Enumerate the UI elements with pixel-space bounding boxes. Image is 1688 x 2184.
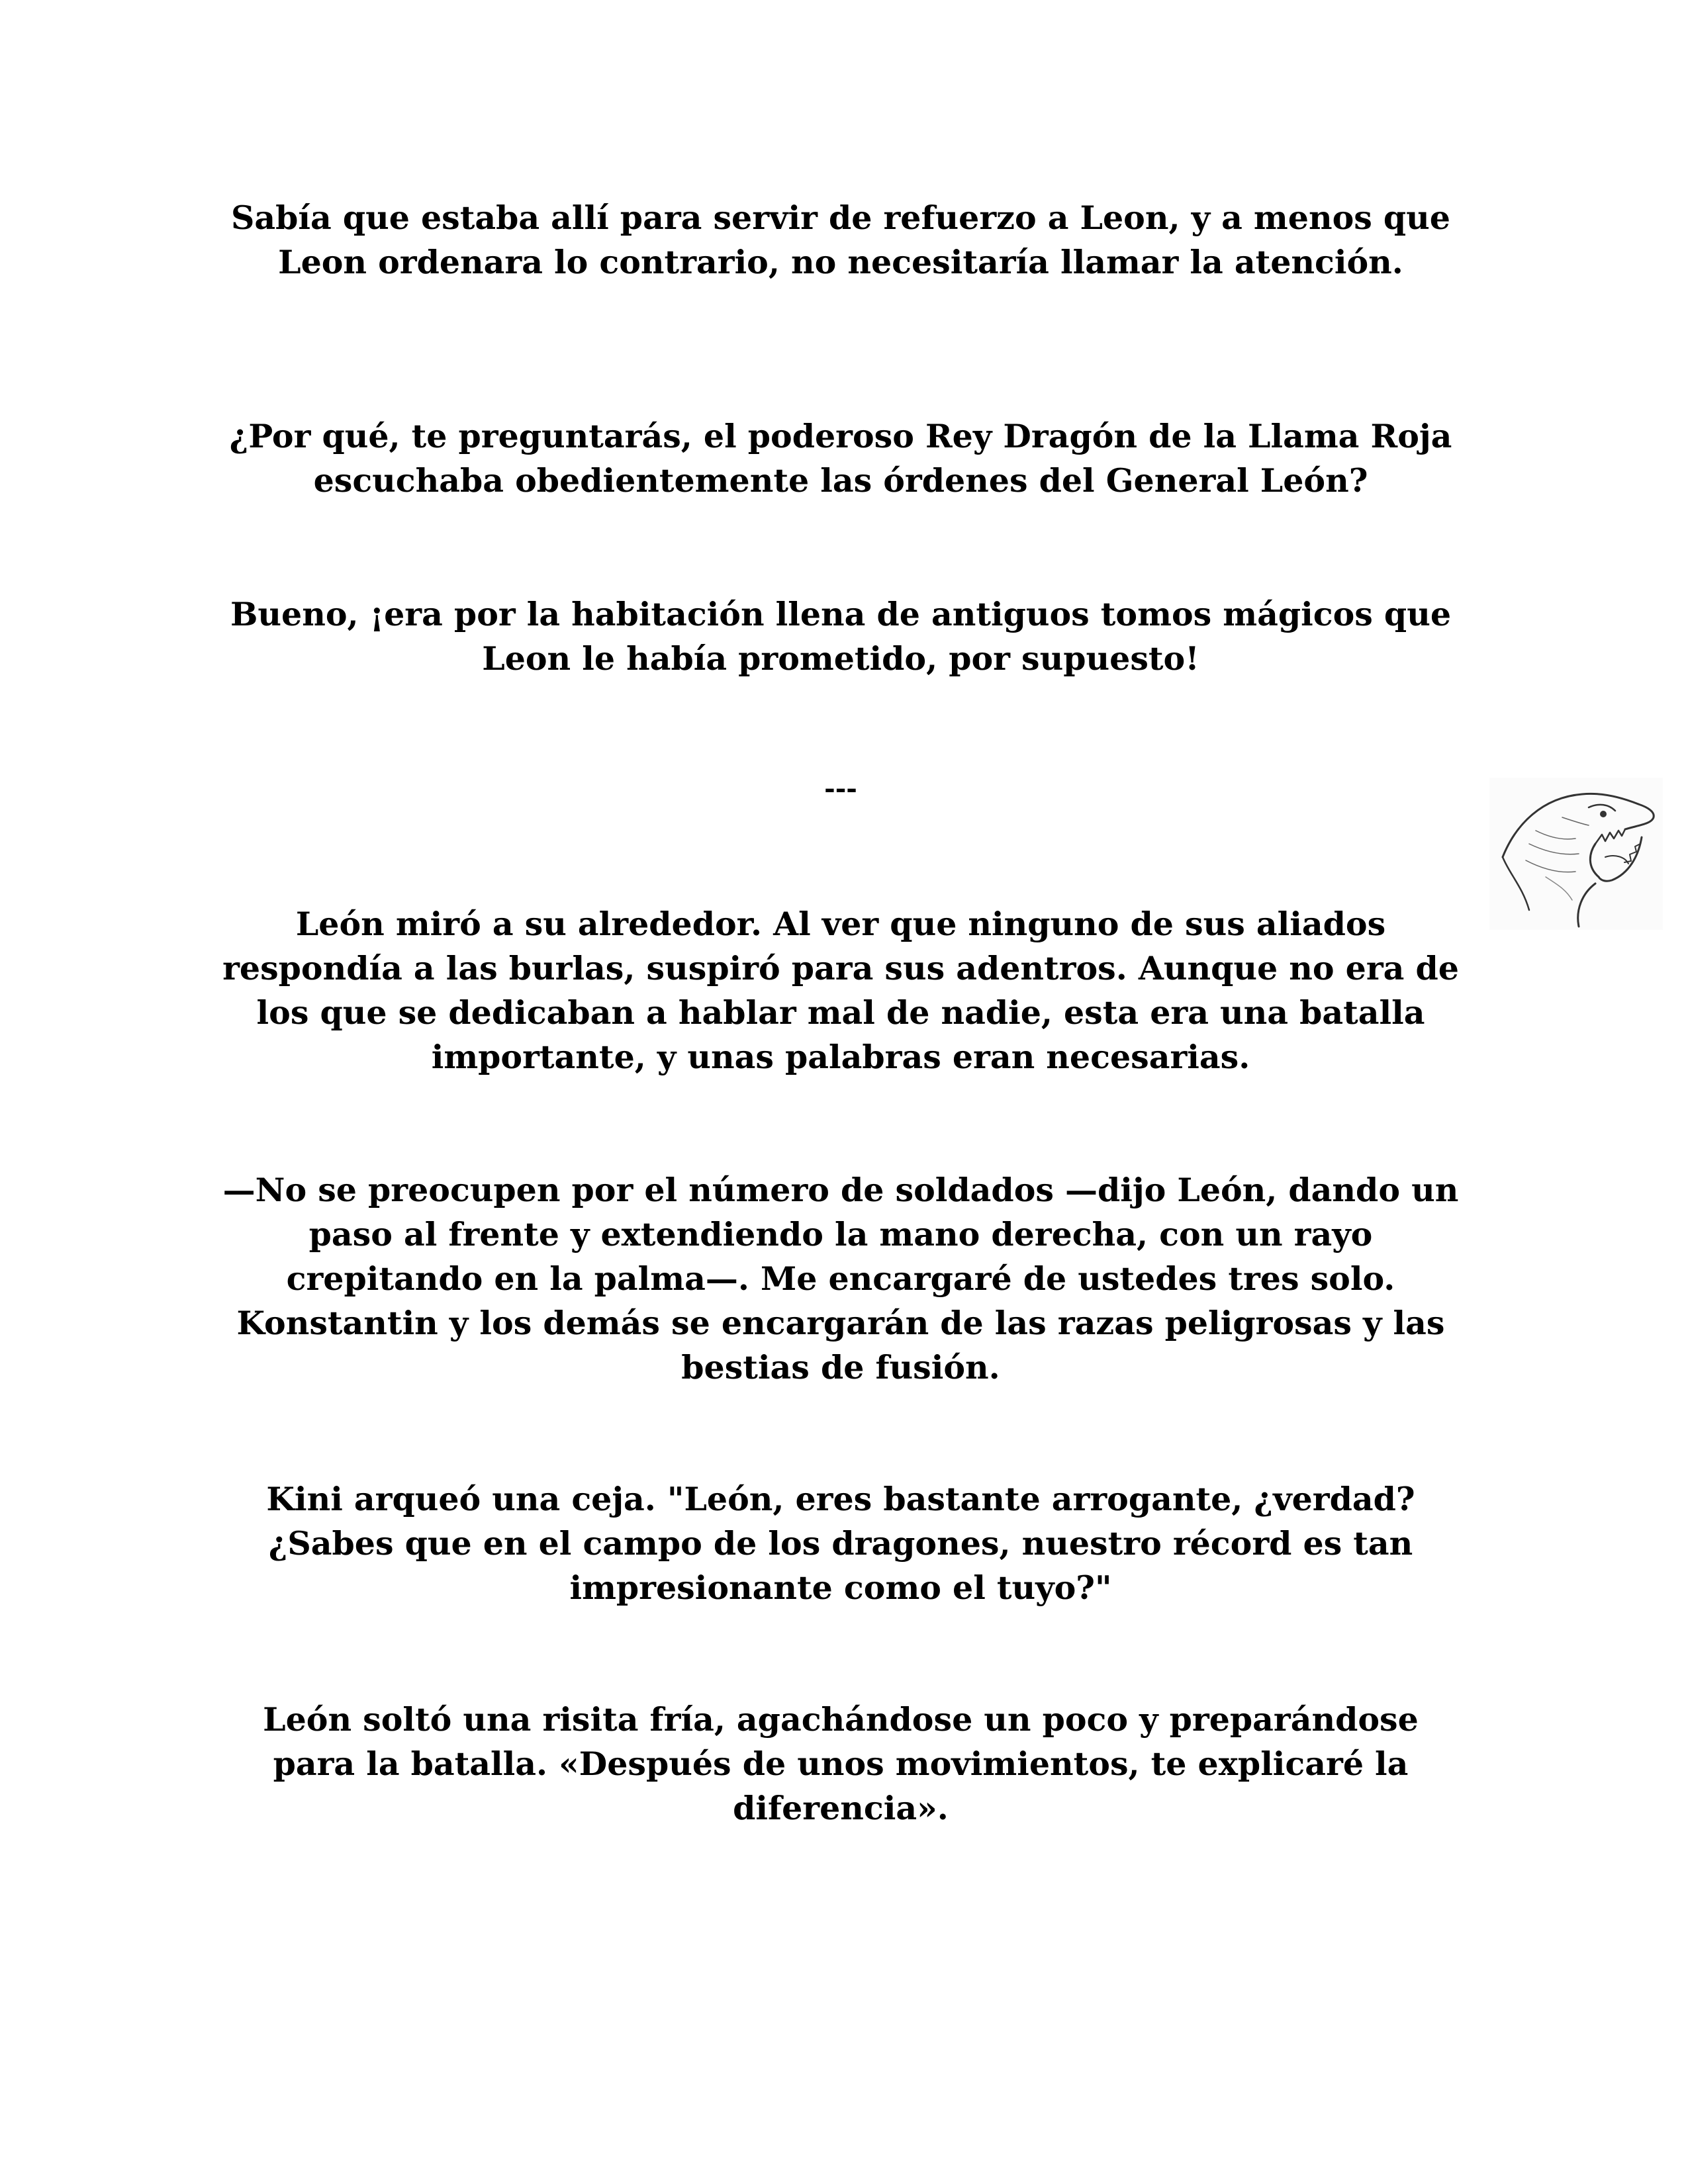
paragraph-2: ¿Por qué, te preguntarás, el poderoso Rey Dragón de la Llama Roja escuchaba obedientemente las órdenes del General León? [229, 417, 1452, 500]
paragraph-1: Sabía que estaba allí para servir de refuerzo a Leon, y a menos que Leon ordenara lo contrario, no necesitaría llamar la atención. [231, 199, 1450, 281]
paragraph-7: León soltó una risita fría, agachándose un poco y preparándose para la batalla. «Después de unos movimientos, te explicaré la diferencia». [263, 1700, 1419, 1827]
dinosaur-head-sketch-icon [1489, 778, 1663, 930]
section-separator: --- [824, 773, 857, 804]
paragraph-3: Bueno, ¡era por la habitación llena de antiguos tomos mágicos que Leon le había prometido, por supuesto! [230, 595, 1451, 678]
paragraph-4: León miró a su alrededor. Al ver que ninguno de sus aliados respondía a las burlas, suspiró para sus adentros. Aunque no era de los que se dedicaban a hablar mal de nadie, esta era una batalla importante, y unas palabras eran necesarias. [222, 905, 1459, 1076]
paragraph-5: —No se preocupen por el número de soldados —dijo León, dando un paso al frente y extendiendo la mano derecha, con un rayo crepitando en la palma—. Me encargaré de ustedes tres solo. Konstantin y los demás se encargarán de las razas peligrosas y las bestias de fusión. [222, 1171, 1459, 1387]
paragraph-6: Kini arqueó una ceja. "León, eres bastante arrogante, ¿verdad? ¿Sabes que en el campo de los dragones, nuestro récord es tan impresionante como el tuyo?" [266, 1480, 1415, 1607]
